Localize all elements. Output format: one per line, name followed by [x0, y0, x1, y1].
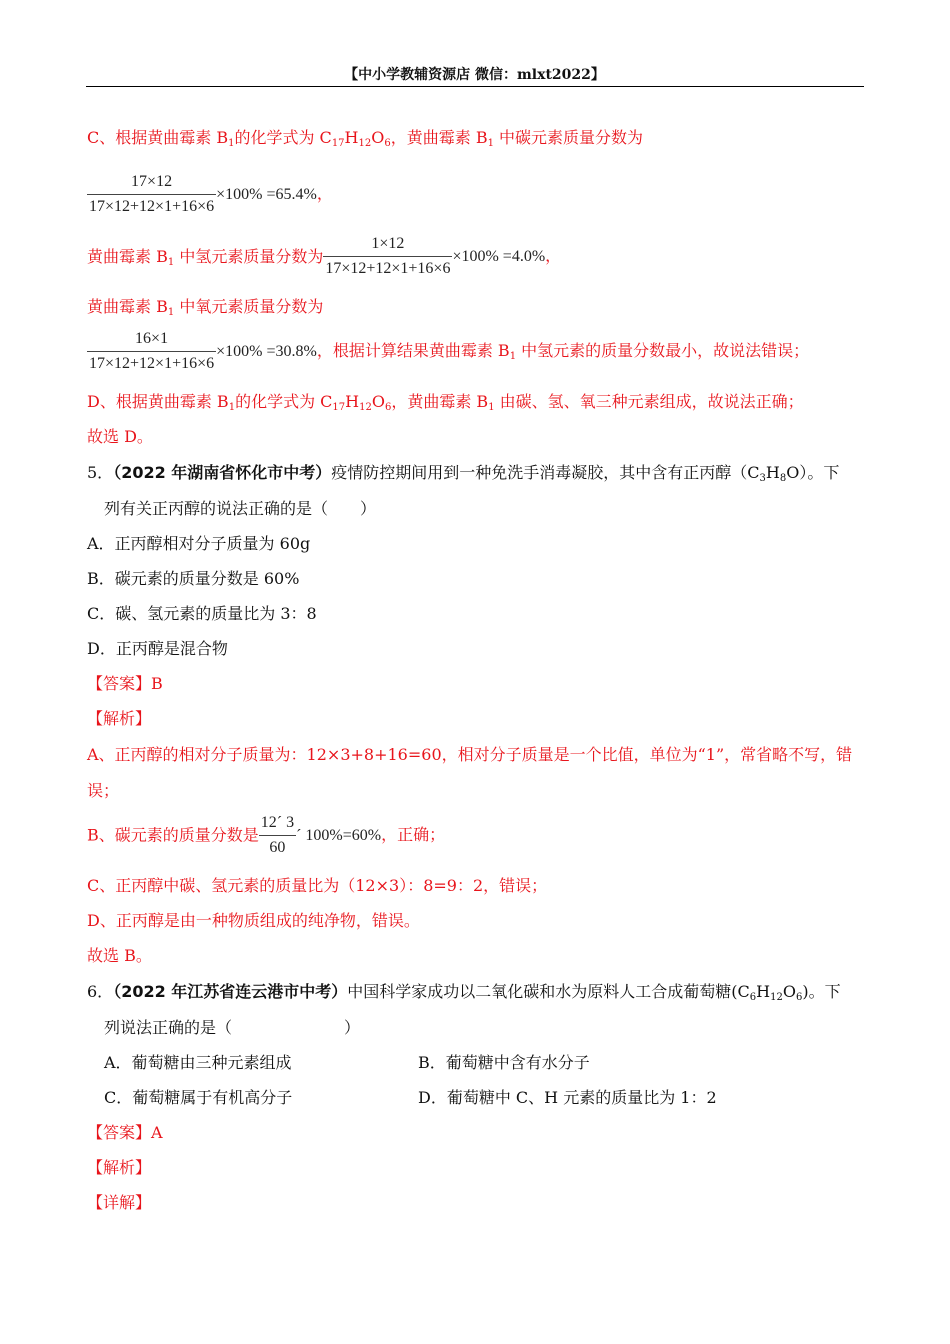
q5-analysis-a: A、正丙醇的相对分子质量为：12×3+8+16=60，相对分子质量是一个比值，单位为“1”，常省略不写，错 — [87, 745, 853, 764]
carbon-percent-fraction: $\frac{12´ 3}{60}$ — [260, 814, 295, 856]
hydrogen-fraction: $\frac{1\times 12}{17\times 12+12\times 1+16\times 6}$ — [325, 235, 451, 277]
q6-analysis-label: 【解析】 — [87, 1158, 152, 1177]
q5-option-d: D．正丙醇是混合物 — [87, 639, 228, 658]
q6-detail-label: 【详解】 — [87, 1193, 152, 1212]
q4-oxygen-intro: 黄曲霉素 $B_1$ 中氧元素质量分数为 — [87, 297, 324, 318]
q4-option-d: D、根据黄曲霉素 $B_1$的化学式为 $C_{17}H_{12}O_6$，黄曲霉素 $B_1$ 由碳、氢、氧三种元素组成，故说法正确； — [87, 392, 804, 413]
q6-option-c: C．葡萄糖属于有机高分子 — [104, 1088, 293, 1107]
q4-carbon-formula: $\frac{17\times 12}{17\times 12+12\times 1+16\times 6}$ ×100% =65.4%， — [89, 173, 333, 215]
q6-stem-line2: 列说法正确的是（ ） — [104, 1018, 361, 1037]
q4-oxygen-formula: $\frac{16\times 1}{17\times 12+12\times 1+16\times 6}$ ×100% =30.8%，根据计算结果黄曲霉素 $B_1$ 中氢元素的质量分数最小，故说法错误； — [89, 330, 810, 372]
q6-answer: 【答案】A — [87, 1123, 163, 1142]
q5-analysis-a-cont: 误； — [87, 781, 120, 800]
q5-analysis-c: C、正丙醇中碳、氢元素的质量比为（12×3）：8=9：2，错误； — [87, 876, 548, 895]
page-header: 【中小学教辅资源店 微信：mlxt2022】 — [344, 67, 605, 83]
q5-option-a: A．正丙醇相对分子质量为 60g — [87, 534, 311, 553]
q4-option-c-intro: C、根据黄曲霉素 $B_1$的化学式为 $C_{17}H_{12}O_6$，黄曲霉素 $B_1$ 中碳元素质量分数为 — [87, 128, 644, 149]
q6-option-b: B．葡萄糖中含有水分子 — [418, 1053, 590, 1072]
q5-option-b: B．碳元素的质量分数是 60% — [87, 569, 300, 588]
header-rule — [86, 86, 864, 87]
q5-stem: 5．（2022 年湖南省怀化市中考）疫情防控期间用到一种免洗手消毒凝胶，其中含有正丙醇$(C_3H_8O)$。下 — [87, 463, 840, 484]
q5-answer: 【答案】B — [87, 674, 163, 693]
q6-option-a: A．葡萄糖由三种元素组成 — [104, 1053, 292, 1072]
q5-analysis-d: D、正丙醇是由一种物质组成的纯净物，错误。 — [87, 911, 420, 930]
carbon-fraction: $\frac{17\times 12}{17\times 12+12\times 1+16\times 6}$ — [89, 173, 215, 215]
q4-choose: 故选 D。 — [87, 427, 153, 446]
q4-hydrogen-formula: 黄曲霉素 $B_1$ 中氢元素质量分数为 $\frac{1\times 12}{17\times 12+12\times 1+16\times 6}$ ×100% =4.0%， — [87, 235, 562, 277]
q5-analysis-b: B、碳元素的质量分数是 $\frac{12´ 3}{60}$ ´ 100%=60%，正确； — [87, 814, 446, 856]
q6-stem: 6．（2022 年江苏省连云港市中考）中国科学家成功以二氧化碳和水为原料人工合成葡萄糖$(C_6H_{12}O_6)$。下 — [87, 982, 841, 1003]
q6-option-d: D．葡萄糖中 C、H 元素的质量比为 1：2 — [418, 1088, 717, 1107]
q5-stem-line2: 列有关正丙醇的说法正确的是（ ） — [104, 499, 377, 518]
q5-analysis-label: 【解析】 — [87, 709, 152, 728]
oxygen-fraction: $\frac{16\times 1}{17\times 12+12\times 1+16\times 6}$ — [89, 330, 215, 372]
q5-option-c: C．碳、氢元素的质量比为 3：8 — [87, 604, 317, 623]
q5-choose: 故选 B。 — [87, 946, 152, 965]
